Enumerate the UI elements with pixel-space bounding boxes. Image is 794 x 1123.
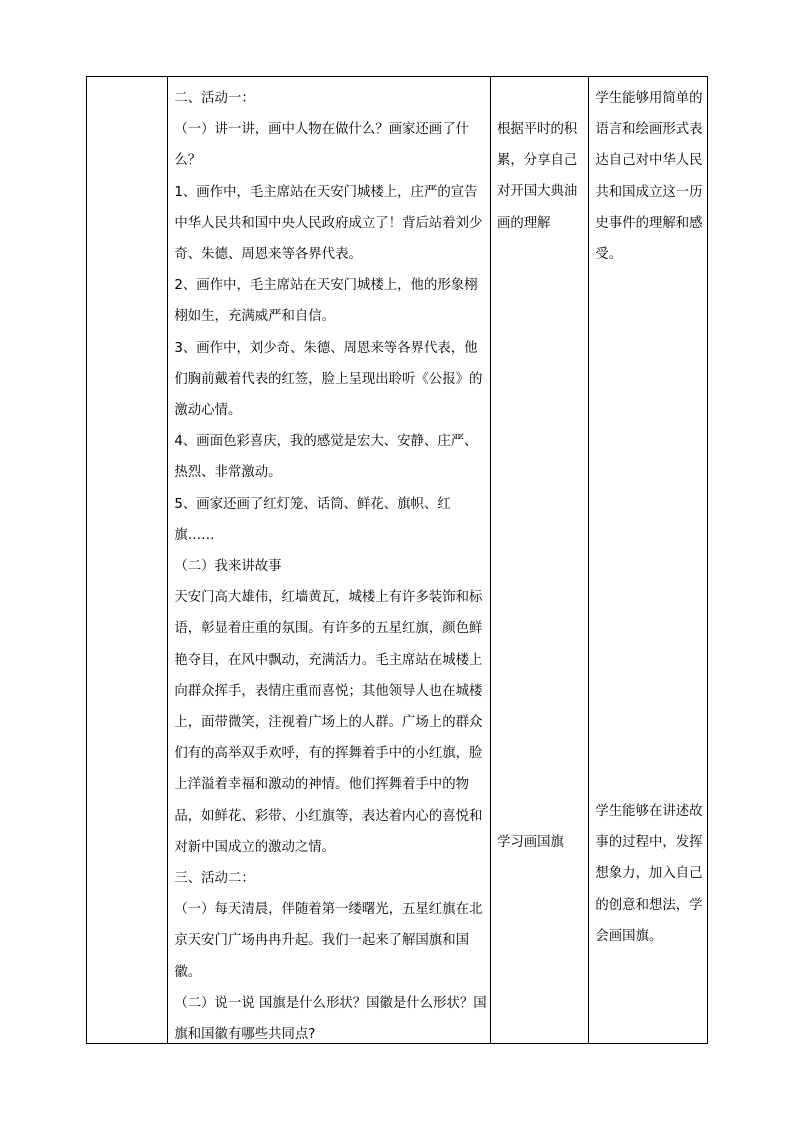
section-heading-activity-one: 二、活动一： — [174, 91, 255, 106]
blank-cell — [87, 77, 168, 1044]
story-paragraph: 天安门高大雄伟，红墙黄瓦，城楼上有许多装饰和标语，彰显着庄重的氛围。有许多的五星红旗，颜色鲜艳夺目，在风中飘动，充满活力。毛主席站在城楼上向群众挥手，表情庄重而喜悦；其他领导人也在城楼上，面带微笑，注视着广场上的人群。广场上的群众们有的高举双手欢呼，有的挥舞着手中的小红旗，脸上洋溢着幸福和激动的神情。他们挥舞着手中的物品，如鲜花、彩带、小红旗等，表达着内心的喜悦和对新中国成立的激动之情。 — [174, 590, 483, 855]
teaching-process-cell — [168, 77, 491, 1044]
section-heading-activity-two: 三、活动二： — [174, 871, 255, 887]
story-heading: （二）我来讲故事 — [174, 559, 282, 575]
design-intent-2 — [595, 796, 704, 952]
activity-paragraph: （二）说一说 国旗是什么形状？国徽是什么形状？国旗和国徽有哪些共同点? — [174, 995, 487, 1043]
activity-paragraph: （一）每天清晨，伴随着第一缕曙光，五星红旗在北京天安门广场冉冉升起。我们一起来了解国旗和国徽。 — [174, 902, 483, 980]
design-intent-text: 学生能够在讲述故事的过程中，发挥想象力，加入自己的创意和想法，学会画国旗。 — [595, 804, 703, 944]
student-activity-text: 根据平时的积累，分享自己对开国大典油画的理解 — [496, 122, 578, 231]
student-activity-2 — [497, 827, 585, 858]
design-intent-text: 学生能够用简单的语言和绘画形式表达自己对中华人民共和国成立这一历史事件的理解和感受。 — [595, 91, 703, 263]
teaching-process-text — [168, 77, 490, 1050]
answer-paragraph: 1、画作中，毛主席站在天安门城楼上，庄严的宣告中华人民共和国中央人民政府成立了！背后站着刘少奇、朱德、周恩来等各界代表。 — [174, 184, 483, 263]
student-activity-1 — [497, 114, 585, 239]
answer-paragraph: 5、画家还画了红灯笼、话筒、鲜花、旗帜、红旗…… — [174, 496, 451, 543]
lesson-plan-table — [86, 76, 708, 1044]
design-intent-cell — [589, 77, 708, 1044]
answer-paragraph: 2、画作中，毛主席站在天安门城楼上，他的形象栩栩如生，充满威严和自信。 — [174, 278, 478, 325]
answer-paragraph: 3、画作中，刘少奇、朱德、周恩来等各界代表，他们胸前戴着代表的红签，脸上呈现出聆听《公报》的激动心情。 — [174, 340, 483, 419]
student-activity-text: 学习画国旗 — [496, 835, 564, 850]
design-intent-1 — [595, 83, 704, 270]
student-activity-cell — [490, 77, 588, 1044]
table-row — [87, 77, 708, 1044]
question-heading: （一）讲一讲，画中人物在做什么？画家还画了什么？ — [174, 122, 469, 169]
answer-paragraph: 4、画面色彩喜庆，我的感觉是宏大、安静、庄严、热烈、非常激动。 — [174, 434, 478, 481]
